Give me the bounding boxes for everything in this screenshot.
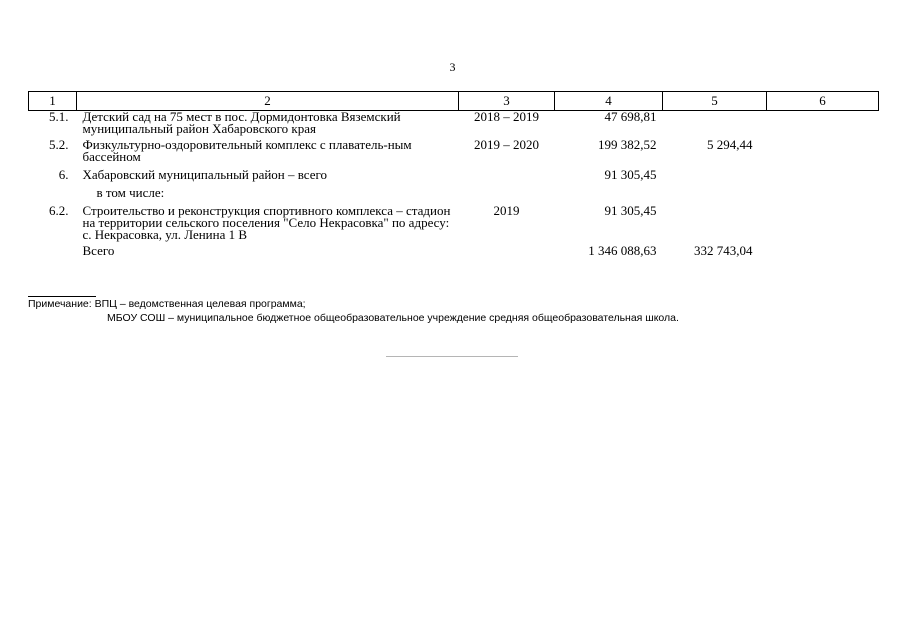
row-name: Физкультурно-оздоровительный комплекс с плаватель-ным бассейном xyxy=(82,137,412,164)
row-name: в том числе: xyxy=(96,185,165,200)
row-col6 xyxy=(767,111,879,140)
header-col-4: 4 xyxy=(555,92,663,111)
footnote-line-1: Примечание: ВПЦ – ведомственная целевая программа; xyxy=(28,298,306,310)
row-name: Детский сад на 75 мест в пос. Дормидонтовка Вяземский муниципальный район Хабаровского края xyxy=(82,109,401,136)
table-row-total xyxy=(29,245,879,261)
header-row xyxy=(29,92,879,111)
footnote-divider xyxy=(28,296,96,297)
table-row xyxy=(29,139,879,169)
row-period: 2019 xyxy=(493,203,520,218)
row-period xyxy=(459,245,555,261)
row-col5 xyxy=(663,169,767,187)
row-number: 6. xyxy=(58,167,69,182)
header-col-1: 1 xyxy=(29,92,77,111)
row-total: 1 346 088,63 xyxy=(588,243,657,258)
row-period: 2019 – 2020 xyxy=(474,137,539,152)
row-number: 5.1. xyxy=(49,109,69,124)
table-header xyxy=(29,92,879,111)
row-col6 xyxy=(767,139,879,169)
row-col6 xyxy=(767,187,879,205)
header-col-6: 6 xyxy=(767,92,879,111)
table-row xyxy=(29,111,879,140)
end-of-document-divider xyxy=(386,356,518,357)
header-col-2: 2 xyxy=(77,92,459,111)
page-number: 3 xyxy=(449,60,456,74)
row-total: 47 698,81 xyxy=(604,109,657,124)
program-table-wrapper xyxy=(28,91,878,261)
row-name: Строительство и реконструкция спортивного комплекса – стадион на территории сельского поселения "Село Некрасовка" по адресу: с. Некрасовка, ул. Ленина 1 В xyxy=(82,203,451,242)
row-col5 xyxy=(663,187,767,205)
row-number: 6.2. xyxy=(49,203,69,218)
row-name: Всего xyxy=(82,243,115,258)
row-period xyxy=(459,169,555,187)
row-total: 91 305,45 xyxy=(604,167,657,182)
row-total: 91 305,45 xyxy=(604,203,657,218)
row-col5: 5 294,44 xyxy=(707,137,753,152)
row-number xyxy=(29,245,77,261)
header-col-3: 3 xyxy=(459,92,555,111)
row-col5 xyxy=(663,205,767,245)
row-period: 2018 – 2019 xyxy=(474,109,539,124)
header-col-5: 5 xyxy=(663,92,767,111)
row-col6 xyxy=(767,205,879,245)
program-table xyxy=(28,91,879,261)
row-col6 xyxy=(767,169,879,187)
row-total: 199 382,52 xyxy=(598,137,657,152)
row-col6 xyxy=(767,245,879,261)
row-col5 xyxy=(663,111,767,140)
table-body xyxy=(29,111,879,262)
row-number: 5.2. xyxy=(49,137,69,152)
table-row xyxy=(29,205,879,245)
row-name: Хабаровский муниципальный район – всего xyxy=(82,167,328,182)
footnote-line-2: МБОУ СОШ – муниципальное бюджетное общеобразовательное учреждение средняя общеобразовательная школа. xyxy=(107,312,679,324)
row-col5: 332 743,04 xyxy=(694,243,753,258)
